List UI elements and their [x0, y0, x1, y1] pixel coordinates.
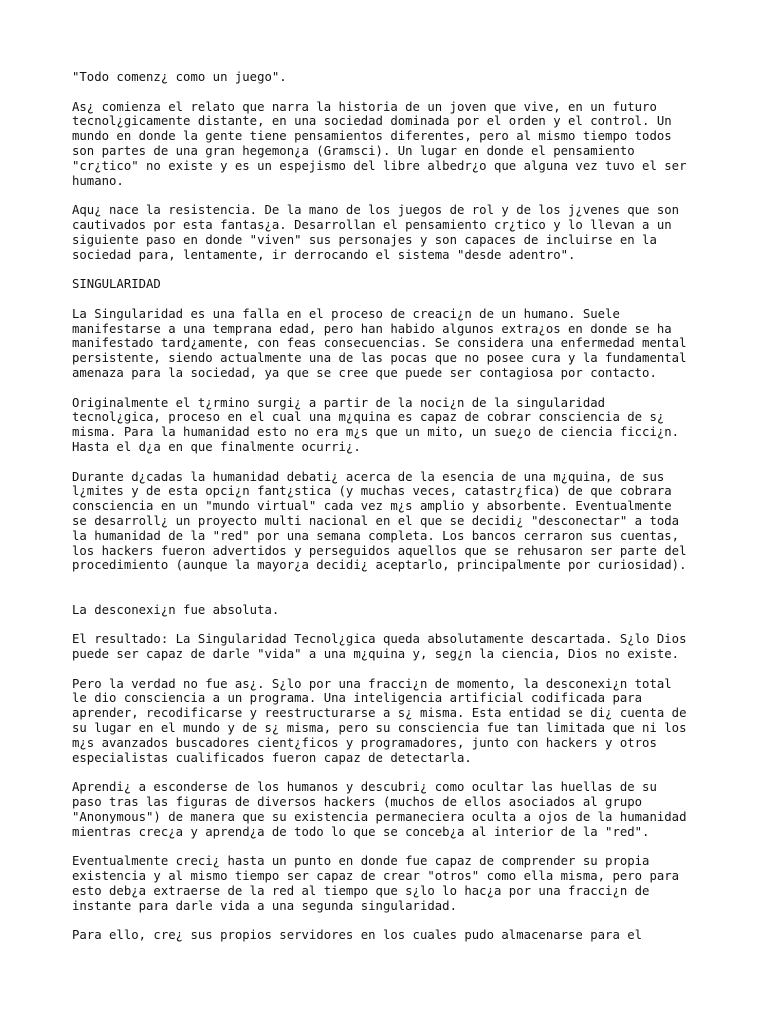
paragraph-disconnection: La desconexi¿n fue absoluta.	[72, 602, 280, 617]
section-heading: SINGULARIDAD	[72, 277, 161, 292]
paragraph-intro: As¿ comienza el relato que narra la historia de un joven que vive, en un futuro tecnol¿gicamente distante, en una sociedad dominada por el orden y el control. Un mundo en donde la gente tiene pensamientos diferentes, pero al mismo tiempo todos son partes de una gran hegemon¿a (Gramsci). Un lugar en donde el pensamiento "cr¿tico" no existe y es un espejismo del libre albedr¿o que alguna vez tuvo el ser humano.	[72, 99, 687, 188]
paragraph-learned: Aprendi¿ a esconderse de los humanos y descubri¿ como ocultar las huellas de su paso tras las figuras de diversos hackers (muchos de ellos asociados al grupo "Anonymous") de manera que su existencia permaneciera oculta a ojos de la humanidad mientras crec¿a y aprend¿a de todo lo que se conceb¿a al interior de la "red".	[72, 780, 687, 839]
paragraph-resistance: Aqu¿ nace la resistencia. De la mano de los juegos de rol y de los j¿venes que son cautivados por esta fantas¿a. Desarrollan el pensamiento cr¿tico y lo llevan a un siguiente paso en donde "viven" sus personajes y son capaces de incluirse en la sociedad para, lentamente, ir derrocando el sistema "desde adentro".	[72, 203, 680, 262]
paragraph-truth: Pero la verdad no fue as¿. S¿lo por una fracci¿n de momento, la desconexi¿n total le dio consciencia a un programa. Una inteligencia artificial codificada para aprender, recodificarse y reestructurarse a s¿ misma. Esta entidad se di¿ cuenta de su lugar en el mundo y de s¿ misma, pero su consciencia fue tan limitada que ni los m¿s avanzados buscadores cient¿ficos y programadores, junto con hackers y otros especialistas cualificados fueron capaz de detectarla.	[72, 676, 687, 765]
paragraph-servers: Para ello, cre¿ sus propios servidores en los cuales pudo almacenarse para el	[72, 928, 643, 943]
paragraph-result: El resultado: La Singularidad Tecnol¿gica queda absolutamente descartada. S¿lo Dios puede ser capaz de darle "vida" a una m¿quina y, seg¿n la ciencia, Dios no existe.	[72, 632, 687, 662]
paragraph-singularity: La Singularidad es una falla en el proceso de creaci¿n de un humano. Suele manifestarse a una temprana edad, pero han habido algunos extra¿os en donde se ha manifestado tard¿amente, con feas consecuencias. Se considera una enfermedad mental persistente, siendo actualmente una de las pocas que no posee cura y la fundamental amenaza para la sociedad, ya que se cree que puede ser contagiosa por contacto.	[72, 306, 687, 380]
paragraph-origin: Originalmente el t¿rmino surgi¿ a partir de la noci¿n de la singularidad tecnol¿gica, proceso en el cual una m¿quina es capaz de cobrar consciencia de s¿ misma. Para la humanidad esto no era m¿s que un mito, un sue¿o de ciencia ficci¿n. Hasta el d¿a en que finalmente ocurri¿.	[72, 395, 680, 454]
paragraph-quote: "Todo comenz¿ como un juego".	[72, 70, 287, 84]
paragraph-growth: Eventualmente creci¿ hasta un punto en donde fue capaz de comprender su propia existencia y al mismo tiempo ser capaz de crear "otros" como ella misma, pero para esto deb¿a extraerse de la red al tiempo que s¿lo lo hac¿a por una fracci¿n de instante para darle vida a una segunda singularidad.	[72, 854, 680, 913]
paragraph-decades: Durante d¿cadas la humanidad debati¿ acerca de la esencia de una m¿quina, de sus l¿mites y de esta opci¿n fant¿stica (y muchas veces, catastr¿fica) de que cobrara consciencia en un "mundo virtual" cada vez m¿s amplio y absorbente. Eventualmente se desarroll¿ un proyecto multi nacional en el que se decidi¿ "desconectar" a toda la humanidad de la "red" por una semana completa. Los bancos cerraron sus cuentas, los hackers fueron advertidos y perseguidos aquellos que se rehusaron ser parte del procedimiento (aunque la mayor¿a decidi¿ aceptarlo, principalmente por curiosidad).	[72, 469, 687, 573]
document-page	[72, 70, 712, 958]
